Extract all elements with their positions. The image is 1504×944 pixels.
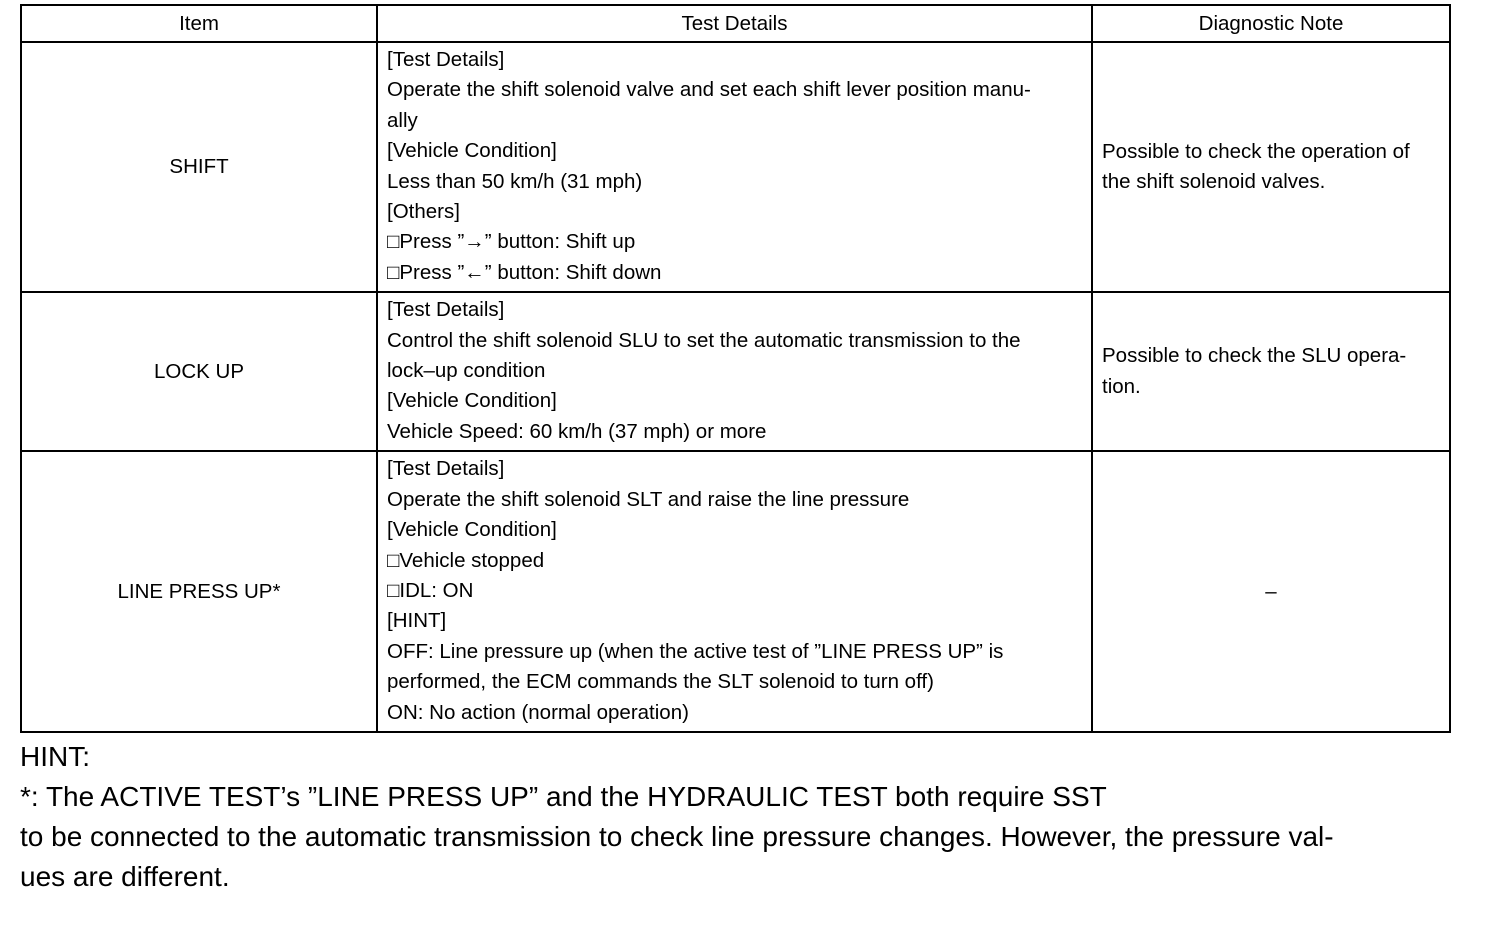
note-line: the shift solenoid valves. — [1102, 170, 1326, 194]
header-diagnostic-note: Diagnostic Note — [1092, 5, 1450, 42]
details-line: [Test Details] — [387, 298, 505, 322]
details-line: performed, the ECM commands the SLT solenoid to turn off) — [387, 670, 934, 694]
note-cell: – — [1092, 451, 1450, 732]
details-line: [Vehicle Condition] — [387, 389, 557, 413]
details-line: □Press ”←” button: Shift down — [387, 260, 662, 284]
hint-title: HINT: — [20, 741, 90, 772]
details-line: [Vehicle Condition] — [387, 518, 557, 542]
details-cell — [377, 451, 1092, 732]
table-row-line-press-up — [21, 451, 1450, 732]
details-cell — [377, 42, 1092, 292]
details-line: [Test Details] — [387, 457, 505, 481]
item-cell: SHIFT — [21, 42, 377, 292]
details-line: ally — [387, 108, 418, 132]
details-cell — [377, 292, 1092, 451]
note-line: Possible to check the SLU opera- — [1102, 344, 1407, 368]
details-line: □IDL: ON — [387, 578, 474, 602]
table-header-row — [21, 5, 1450, 42]
details-line: Operate the shift solenoid valve and set each shift lever position manu- — [387, 78, 1031, 102]
details-line: Less than 50 km/h (31 mph) — [387, 169, 643, 193]
details-line: Control the shift solenoid SLU to set the automatic transmission to the — [387, 328, 1021, 352]
details-line: Vehicle Speed: 60 km/h (37 mph) or more — [387, 419, 767, 443]
details-line: [Test Details] — [387, 48, 505, 71]
hint-section — [20, 737, 1460, 897]
table-row-shift — [21, 42, 1450, 292]
hint-text-line: to be connected to the automatic transmission to check line pressure changes. However, the pressure val- — [20, 821, 1334, 852]
details-line: lock–up condition — [387, 359, 546, 383]
details-line: [HINT] — [387, 609, 447, 633]
details-line: OFF: Line pressure up (when the active test of ”LINE PRESS UP” is — [387, 639, 1004, 663]
details-line: [Others] — [387, 200, 460, 224]
hint-text-line: *: The ACTIVE TEST’s ”LINE PRESS UP” and the HYDRAULIC TEST both require SST — [20, 781, 1107, 812]
details-line: ON: No action (normal operation) — [387, 700, 689, 724]
header-item: Item — [21, 5, 377, 42]
note-line: Possible to check the operation of — [1102, 139, 1410, 163]
item-cell: LOCK UP — [21, 292, 377, 451]
active-test-table — [20, 4, 1451, 733]
hint-text-line: ues are different. — [20, 861, 230, 892]
item-cell: LINE PRESS UP* — [21, 451, 377, 732]
details-line: □Press ”→” button: Shift up — [387, 230, 636, 254]
header-test-details: Test Details — [377, 5, 1092, 42]
details-line: Operate the shift solenoid SLT and raise the line pressure — [387, 487, 910, 511]
details-line: [Vehicle Condition] — [387, 139, 557, 163]
note-cell — [1092, 42, 1450, 292]
note-line: tion. — [1102, 374, 1141, 398]
details-line: □Vehicle stopped — [387, 548, 545, 572]
table-row-lock-up — [21, 292, 1450, 451]
note-cell — [1092, 292, 1450, 451]
